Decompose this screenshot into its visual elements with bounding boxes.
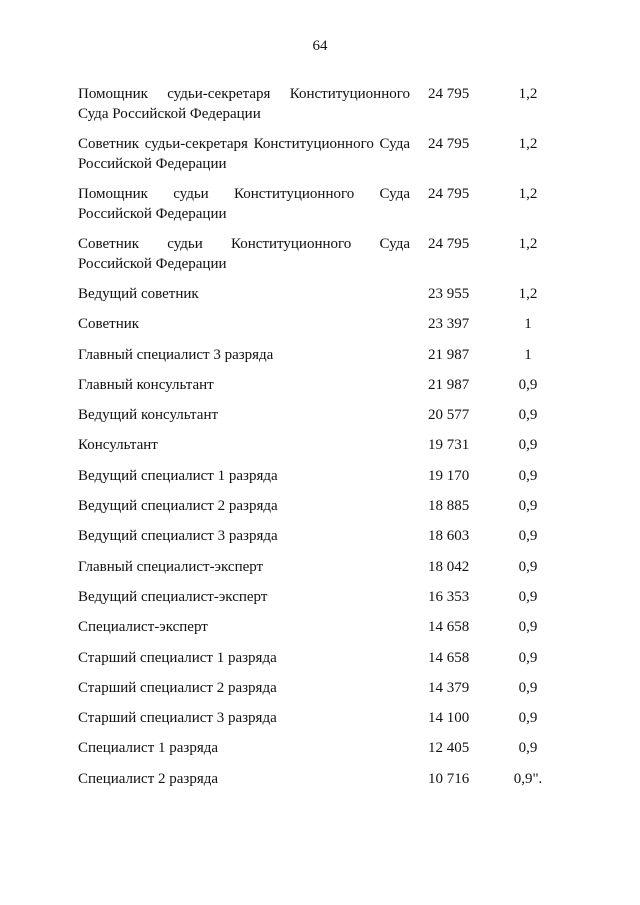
- coefficient-value: 0,9: [518, 498, 538, 515]
- salary-value: 21 987: [428, 376, 470, 393]
- salary-value: 14 379: [428, 679, 470, 696]
- position-name: Старший специалист 2 разряда: [78, 679, 277, 696]
- table-row: [78, 617, 568, 647]
- position-name: Старший специалист 1 разряда: [78, 649, 277, 666]
- table-row: [78, 587, 568, 617]
- table-row: [78, 557, 568, 587]
- position-name: Ведущий специалист-эксперт: [78, 588, 268, 605]
- coefficient-value: 0,9".: [513, 770, 543, 787]
- position-name: Ведущий советник: [78, 286, 199, 302]
- coefficient-value: 1,2: [518, 186, 538, 202]
- table-row: [78, 375, 568, 405]
- salary-value: 20 577: [428, 407, 470, 424]
- table-row: [78, 648, 568, 678]
- coefficient-value: 0,9: [518, 649, 538, 666]
- table-row: [78, 314, 568, 344]
- table-row: [78, 405, 568, 435]
- position-name: Ведущий специалист 3 разряда: [78, 528, 278, 545]
- salary-value: 24 795: [428, 136, 470, 152]
- position-name: Помощник судьи-секретаря Конституционного Суда Российской Федерации: [78, 86, 410, 122]
- coefficient-value: 1: [524, 346, 532, 363]
- table-row: [78, 708, 568, 738]
- salary-value: 19 731: [428, 437, 470, 454]
- position-name: Главный специалист 3 разряда: [78, 346, 274, 363]
- salary-value: 21 987: [428, 346, 470, 363]
- table-row: [78, 234, 568, 284]
- coefficient-value: 1: [524, 316, 532, 333]
- coefficient-value: 1,2: [518, 286, 538, 302]
- table-row: [78, 284, 568, 314]
- coefficient-value: 0,9: [518, 437, 538, 454]
- position-name: Специалист 1 разряда: [78, 740, 219, 757]
- position-name: Ведущий специалист 2 разряда: [78, 498, 278, 515]
- page-number: 64: [312, 38, 328, 54]
- table-row: [78, 769, 568, 799]
- position-name: Консультант: [78, 437, 158, 454]
- coefficient-value: 1,2: [518, 236, 538, 252]
- table-row: [78, 466, 568, 496]
- position-name: Главный специалист-эксперт: [78, 558, 264, 575]
- coefficient-value: 0,9: [518, 528, 538, 545]
- position-name: Главный консультант: [78, 376, 214, 393]
- table-row: [78, 435, 568, 465]
- salary-value: 23 397: [428, 316, 470, 333]
- salary-value: 24 795: [428, 86, 470, 102]
- position-name: Советник судьи Конституционного Суда Российской Федерации: [78, 236, 410, 272]
- salary-value: 18 042: [428, 558, 470, 575]
- position-name: Ведущий консультант: [78, 407, 219, 424]
- position-name: Специалист 2 разряда: [78, 770, 219, 787]
- coefficient-value: 0,9: [518, 467, 538, 484]
- coefficient-value: 1,2: [518, 86, 538, 102]
- salary-value: 24 795: [428, 236, 470, 252]
- salary-value: 14 100: [428, 710, 470, 727]
- salary-value: 19 170: [428, 467, 470, 484]
- coefficient-value: 0,9: [518, 588, 538, 605]
- salary-value: 18 885: [428, 498, 470, 515]
- salary-value: 23 955: [428, 286, 470, 302]
- position-name: Старший специалист 3 разряда: [78, 710, 277, 727]
- table-row: [78, 496, 568, 526]
- salary-value: 12 405: [428, 740, 470, 757]
- salary-value: 14 658: [428, 649, 470, 666]
- table-row: [78, 526, 568, 556]
- salary-value: 16 353: [428, 588, 470, 605]
- salary-value: 14 658: [428, 619, 470, 636]
- salary-table: [78, 84, 568, 799]
- table-row: [78, 678, 568, 708]
- position-name: Ведущий специалист 1 разряда: [78, 467, 278, 484]
- coefficient-value: 0,9: [518, 558, 538, 575]
- salary-value: 18 603: [428, 528, 470, 545]
- coefficient-value: 0,9: [518, 679, 538, 696]
- salary-value: 10 716: [428, 770, 470, 787]
- position-name: Советник судьи-секретаря Конституционного Суда Российской Федерации: [78, 136, 410, 172]
- coefficient-value: 0,9: [518, 710, 538, 727]
- table-row: [78, 134, 568, 184]
- coefficient-value: 0,9: [518, 740, 538, 757]
- position-name: Помощник судьи Конституционного Суда Российской Федерации: [78, 186, 410, 222]
- table-row: [78, 345, 568, 375]
- coefficient-value: 0,9: [518, 376, 538, 393]
- position-name: Советник: [78, 316, 140, 333]
- table-row: [78, 84, 568, 134]
- salary-value: 24 795: [428, 186, 470, 202]
- coefficient-value: 1,2: [518, 136, 538, 152]
- table-row: [78, 184, 568, 234]
- coefficient-value: 0,9: [518, 619, 538, 636]
- coefficient-value: 0,9: [518, 407, 538, 424]
- position-name: Специалист-эксперт: [78, 619, 208, 636]
- table-row: [78, 738, 568, 768]
